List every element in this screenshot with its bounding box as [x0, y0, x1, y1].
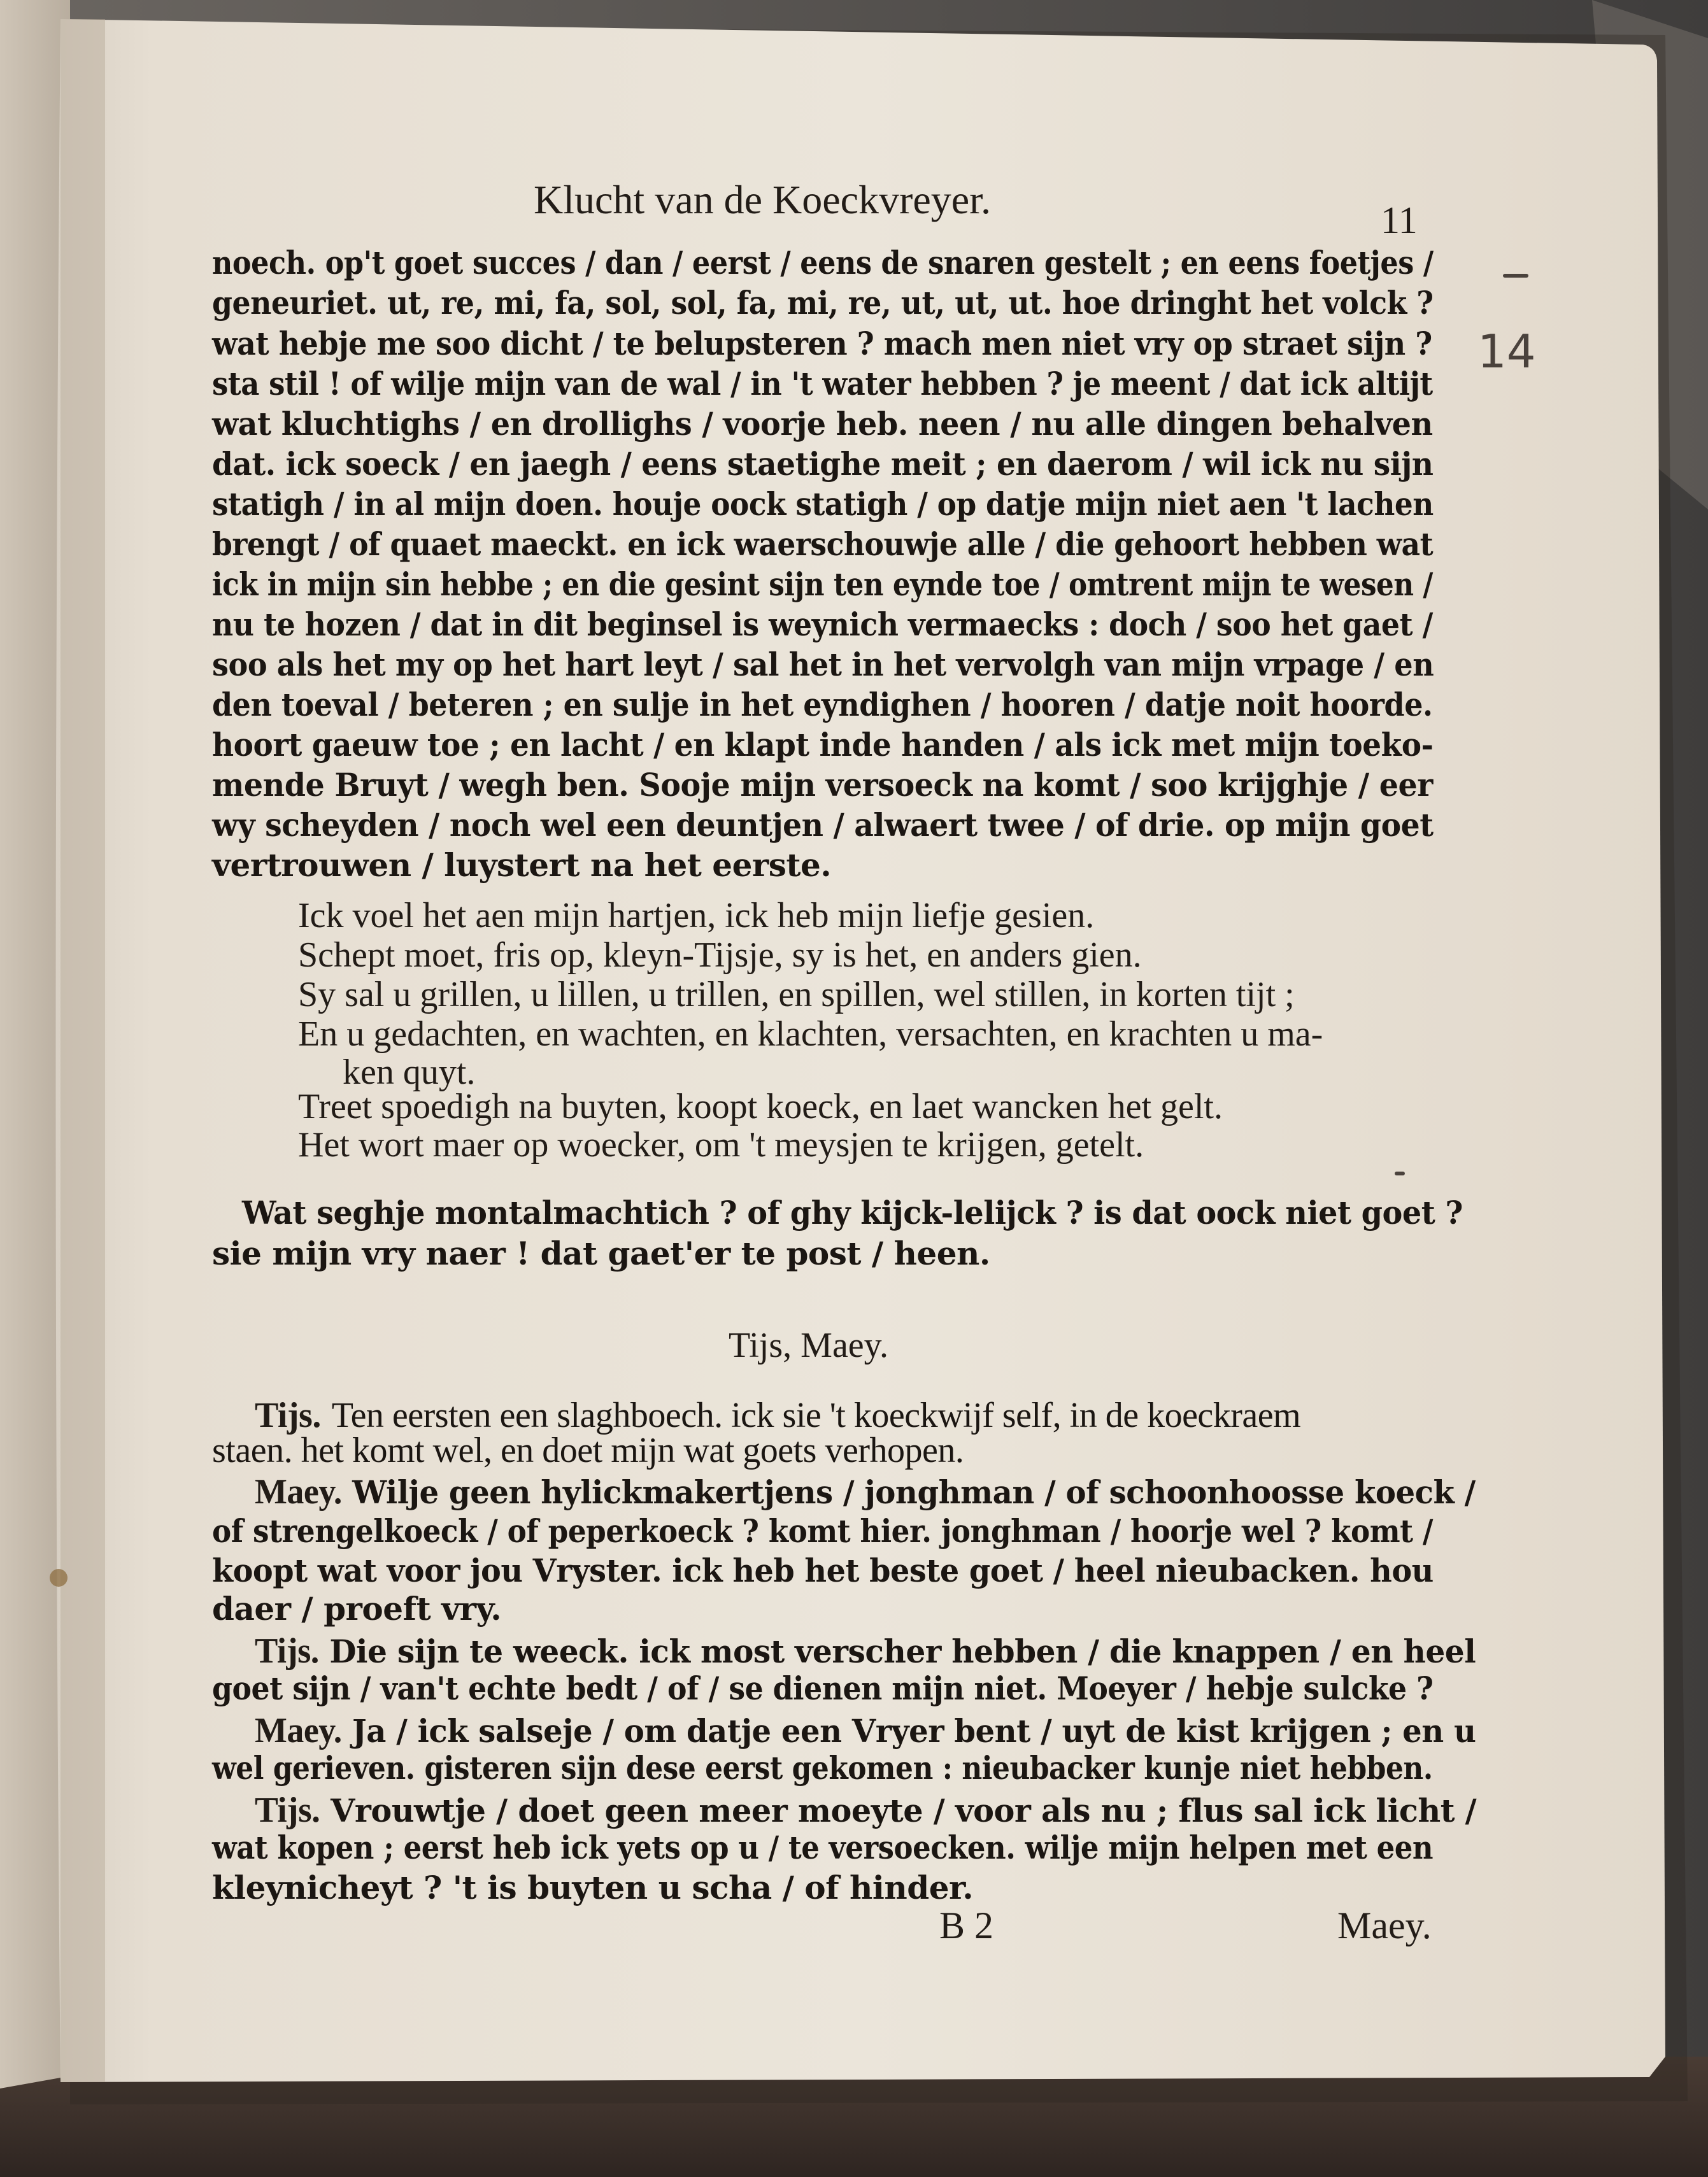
prose-line: soo als het my op het hart leyt / sal het in het vervolgh van mijn vrpage / en [212, 646, 1434, 683]
prose-line: vertrouwen / luystert na het eerste. [212, 846, 832, 884]
verse-line: ken quyt. [343, 1053, 476, 1092]
dialogue-line [255, 1713, 1476, 1748]
verse-line: Treet spoedigh na buyten, koopt koeck, en laet wancken het gelt. [298, 1087, 1223, 1126]
dialogue-line [212, 1670, 1434, 1707]
handwritten-dash [1395, 1172, 1405, 1175]
prose-line: sta stil ! of wilje mijn van de wal / in 't water hebben ? je meent / dat ick altijt [212, 365, 1433, 402]
running-title: Klucht van de Koeckvreyer. [534, 177, 991, 222]
dialogue-text: daer / proeft vry. [212, 1590, 502, 1627]
dialogue-text: kleynicheyt ? 't is buyten u scha / of hinder. [212, 1869, 974, 1906]
dialogue-text: Ten eersten een slaghboech. ick sie 't koeckwijf self, in de koeckraem [331, 1396, 1301, 1435]
dialogue-text: of strengelkoeck / of peperkoeck ? komt hier. jonghman / hoorje wel ? komt / [212, 1512, 1433, 1550]
prose-line: noech. op't goet succes / dan / eerst / eens de snaren gestelt ; en eens foetjes / [212, 244, 1434, 281]
prose-line: den toeval / beteren ; en sulje in het eyndighen / hooren / datje noit hoorde. [212, 686, 1433, 723]
verse-line: Het wort maer op woecker, om 't meysjen te krijgen, getelt. [298, 1125, 1144, 1165]
scene-heading: Tijs, Maey. [729, 1326, 889, 1365]
dialogue-text: Die sijn te weeck. ick most verscher hebben / die knappen / en heel [329, 1633, 1476, 1670]
dialogue-text: Vrouwtje / doet geen meer moeyte / voor als nu ; flus sal ick licht / [331, 1792, 1477, 1829]
prose-line: wat hebje me soo dicht / te belupsteren ? mach men niet vry op straet sijn ? [212, 325, 1432, 362]
dialogue-line [212, 1869, 974, 1906]
dialogue-line [255, 1633, 1476, 1669]
dialogue-text: Wilje geen hylickmakertjens / jonghman / of schoonhoosse koeck / [352, 1473, 1476, 1511]
prose-line: geneuriet. ut, re, mi, fa, sol, sol, fa, mi, re, ut, ut, ut. hoe dringht het volck ? [212, 284, 1434, 322]
verse-line: En u gedachten, en wachten, en klachten, versachten, en krachten u ma- [298, 1014, 1323, 1054]
prose-line: hoort gaeuw toe ; en lacht / en klapt inde handen / als ick met mijn toeko- [212, 726, 1434, 763]
handwritten-dash [1503, 274, 1528, 278]
prose-line: wy scheyden / noch wel een deuntjen / alwaert twee / of drie. op mijn goet [212, 806, 1434, 844]
speaker-name: Tijs. [255, 1396, 321, 1435]
dialogue-line [255, 1474, 1476, 1510]
prose-line: sie mijn vry naer ! dat gaet'er te post / heen. [212, 1235, 990, 1272]
prose-line: statigh / in al mijn doen. houje oock statigh / op datje mijn niet aen 't lachen [212, 485, 1434, 523]
dialogue-line [212, 1829, 1434, 1866]
dialogue-text: koopt wat voor jou Vryster. ick heb het beste goet / heel nieubacken. hou [212, 1552, 1434, 1589]
signature-mark: B 2 [939, 1904, 994, 1947]
handwritten-note: 14 [1477, 325, 1536, 378]
prose-line: mende Bruyt / wegh ben. Sooje mijn versoeck na komt / soo krijghje / eer [212, 766, 1433, 804]
dialogue-text: Ja / ick salseje / om datje een Vryer bent / uyt de kist krijgen ; en u [352, 1712, 1476, 1750]
speaker-name: Maey. [255, 1472, 342, 1512]
verse-line: Ick voel het aen mijn hartjen, ick heb mijn liefje gesien. [298, 896, 1095, 935]
prose-line: wat kluchtighs / en drollighs / voorje heb. neen / nu alle dingen behalven [212, 405, 1433, 443]
page-number: 11 [1381, 199, 1418, 241]
prose-line: Wat seghje montalmachtich ? of ghy kijck-lelijck ? is dat oock niet goet ? [242, 1194, 1463, 1231]
verse-line: Schept moet, fris op, kleyn-Tijsje, sy is het, en anders gien. [298, 935, 1142, 975]
prose-line: nu te hozen / dat in dit beginsel is weynich vermaecks : doch / soo het gaet / [212, 606, 1433, 643]
speaker-name: Tijs. [255, 1791, 320, 1830]
dialogue-line [212, 1590, 502, 1627]
dialogue-text: goet sijn / van't echte bedt / of / se dienen mijn niet. Moeyer / hebje sulcke ? [212, 1670, 1434, 1707]
dialogue-line [212, 1433, 964, 1468]
speaker-name: Maey. [255, 1711, 342, 1750]
dialogue-text: wat kopen ; eerst heb ick yets op u / te versoecken. wilje mijn helpen met een [212, 1829, 1434, 1866]
verse-line: Sy sal u grillen, u lillen, u trillen, en spillen, wel stillen, in korten tijt ; [298, 975, 1295, 1014]
dialogue-line [212, 1552, 1434, 1589]
dialogue-line [212, 1749, 1433, 1787]
speaker-name: Tijs. [255, 1631, 319, 1671]
catchword: Maey. [1337, 1904, 1432, 1947]
dialogue-line [255, 1398, 1300, 1433]
dialogue-line [255, 1792, 1476, 1828]
dialogue-text: wel gerieven. gisteren sijn dese eerst gekomen : nieubacker kunje niet hebben. [212, 1749, 1433, 1787]
prose-line: ick in mijn sin hebbe ; en die gesint sijn ten eynde toe / omtrent mijn te wesen / [212, 565, 1433, 603]
prose-line: dat. ick soeck / en jaegh / eens staetighe meit ; en daerom / wil ick nu sijn [212, 445, 1434, 483]
prose-line: brengt / of quaet maeckt. en ick waerschouwje alle / die gehoort hebben wat [212, 525, 1434, 563]
dialogue-text: staen. het komt wel, en doet mijn wat goets verhopen. [212, 1431, 964, 1470]
dialogue-line [212, 1512, 1433, 1550]
